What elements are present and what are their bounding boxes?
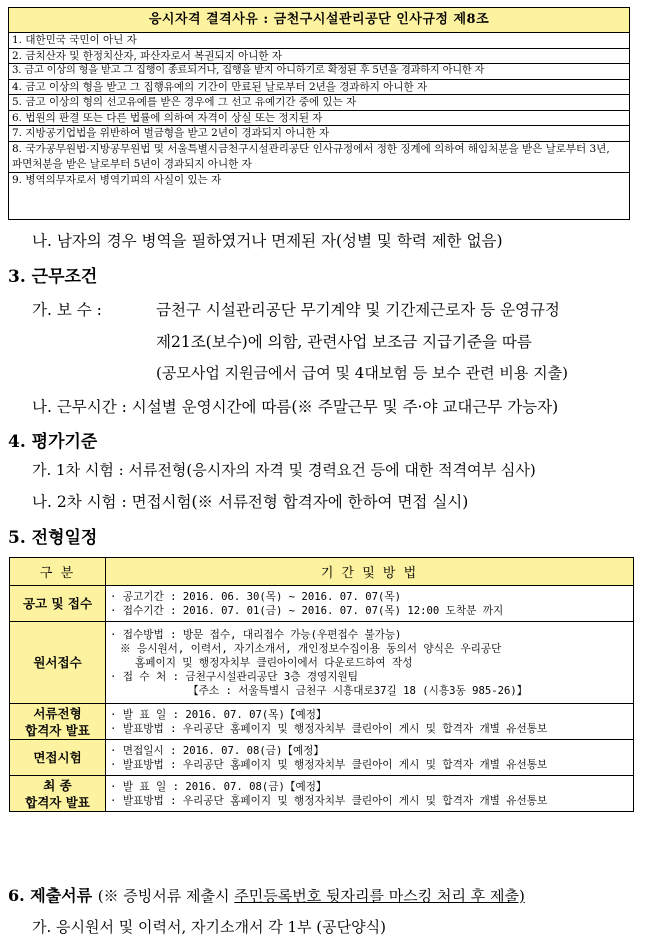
schedule-content: [106, 776, 634, 812]
schedule-line: · 접 수 처 : 금천구시설관리공단 3층 경영지원팀: [110, 670, 358, 683]
schedule-content: [106, 622, 634, 704]
schedule-header-row: [10, 558, 634, 586]
pay-label: 가. 보 수 :: [32, 301, 102, 319]
schedule-label-line: 합격자 발표: [25, 722, 90, 738]
schedule-line: 홈페이지 및 행정자치부 클린아이에서 다운로드하여 작성: [135, 656, 413, 669]
documents-item-1: 가. 응시원서 및 이력서, 자기소개서 각 1부 (공단양식): [32, 918, 386, 936]
table-row: [10, 740, 634, 776]
schedule-label: 면접시험: [10, 740, 106, 776]
qualification-item-5: 5. 금고 이상의 형의 선고유예를 받은 경우에 그 선고 유예기간 중에 있는 자: [9, 95, 629, 111]
schedule-content: [106, 586, 634, 622]
section-6-note-prefix: (※ 증빙서류 제출시: [97, 887, 235, 905]
qualification-item-4: 4. 금고 이상의 형을 받고 그 집행유예의 기간이 만료된 날로부터 2년을 경과하지 아니한 자: [9, 80, 629, 96]
section-6-line: [8, 883, 525, 906]
section-4-heading: 4. 평가기준: [8, 432, 98, 452]
schedule-line: 【주소 : 서울특별시 금천구 시흥대로37길 18 (시흥3동 985-26)】: [188, 684, 528, 697]
schedule-line: · 발표방법 : 우리공단 홈페이지 및 행정자치부 클린아이 게시 및 합격자 개별 유선통보: [110, 722, 548, 735]
pay-line-1: 금천구 시설관리공단 무기계약 및 기간제근로자 등 운영규정: [156, 301, 560, 319]
qualification-item-3: 3. 금고 이상의 형을 받고 그 집행이 종료되거나, 집행을 받지 아니하기로 확정된 후 5년을 경과하지 아니한 자: [9, 64, 629, 80]
schedule-line: ※ 응시원서, 이력서, 자기소개서, 개인정보수집이용 동의서 양식은 우리공단: [120, 642, 502, 655]
schedule-line: · 발표방법 : 우리공단 홈페이지 및 행정자치부 클린아이 게시 및 합격자 개별 유선통보: [110, 794, 548, 807]
qualification-item-1: 1. 대한민국 국민이 아닌 자: [9, 33, 629, 49]
evaluation-item-2: 나. 2차 시험 : 면접시험(※ 서류전형 합격자에 한하여 면접 실시): [32, 493, 469, 511]
qualification-item-7: 7. 지방공기업법을 위반하여 벌금형을 받고 2년이 경과되지 아니한 자: [9, 126, 629, 142]
qualification-item-2: 2. 금치산자 및 한정치산자, 파산자로서 복권되지 아니한 자: [9, 49, 629, 65]
schedule-label: [10, 704, 106, 740]
table-row: [10, 622, 634, 704]
qualification-title: 응시자격 결격사유 : 금천구시설관리공단 인사규정 제8조: [9, 8, 629, 33]
schedule-content: [106, 704, 634, 740]
schedule-label-line: 합격자 발표: [25, 794, 90, 810]
table-row: [10, 704, 634, 740]
qualification-item-6: 6. 법원의 판결 또는 다른 법률에 의하여 자격이 상실 또는 정지된 자: [9, 111, 629, 127]
evaluation-item-1: 가. 1차 시험 : 서류전형(응시자의 자격 및 경력요건 등에 대한 적격여부 심사): [32, 461, 536, 479]
table-row: [10, 586, 634, 622]
pay-line-2: 제21조(보수)에 의함, 관련사업 보조금 지급기준을 따름: [156, 333, 532, 351]
schedule-table: [9, 557, 634, 812]
schedule-line: · 접수방법 : 방문 접수, 대리접수 가능(우편접수 불가능): [110, 628, 402, 641]
military-requirement: 나. 남자의 경우 병역을 필하였거나 면제된 자(성별 및 학력 제한 없음): [32, 232, 503, 250]
table-row: [10, 776, 634, 812]
schedule-label: 공고 및 접수: [10, 586, 106, 622]
schedule-label: 원서접수: [10, 622, 106, 704]
schedule-label-line: 서류전형: [33, 705, 82, 721]
schedule-line: · 발표방법 : 우리공단 홈페이지 및 행정자치부 클린아이 게시 및 합격자 개별 유선통보: [110, 758, 548, 771]
section-3-heading: 3. 근무조건: [8, 267, 98, 287]
schedule-line: · 접수기간 : 2016. 07. 01(금) ~ 2016. 07. 07(목) 12:00 도착분 까지: [110, 604, 504, 617]
schedule-line: · 발 표 일 : 2016. 07. 07(목)【예정】: [110, 708, 327, 721]
section-6-heading: 6. 제출서류: [8, 886, 93, 905]
schedule-header-period: 기 간 및 방 법: [106, 558, 634, 586]
qualification-item-9: 9. 병역의무자로서 병역기피의 사실이 있는 자: [12, 173, 222, 186]
schedule-label: [10, 776, 106, 812]
work-hours: 나. 근무시간 : 시설별 운영시간에 따름(※ 주말근무 및 주·야 교대근무 가능자): [32, 398, 559, 416]
qualification-table: [8, 7, 630, 220]
schedule-content: [106, 740, 634, 776]
pay-line-3: (공모사업 지원금에서 급여 및 4대보험 등 보수 관련 비용 지출): [156, 364, 568, 382]
section-6-note-underlined: 주민등록번호 뒷자리를 마스킹 처리 후 제출): [234, 887, 525, 905]
schedule-label-line: 최 종: [43, 777, 72, 793]
qualification-item-8: 8. 국가공무원법·지방공무원법 및 서울특별시금천구시설관리공단 인사규정에서 정한 징계에 의하여 해임처분을 받은 날로부터 3년, 파면처분을 받은 날로부터 5년이 경과되지 아니한 자: [9, 142, 629, 173]
schedule-line: · 면접일시 : 2016. 07. 08(금)【예정】: [110, 744, 325, 757]
schedule-line: · 공고기간 : 2016. 06. 30(목) ~ 2016. 07. 07(목): [110, 590, 402, 603]
schedule-line: · 발 표 일 : 2016. 07. 08(금)【예정】: [110, 780, 327, 793]
section-5-heading: 5. 전형일정: [8, 528, 98, 548]
schedule-header-category: 구 분: [10, 558, 106, 586]
